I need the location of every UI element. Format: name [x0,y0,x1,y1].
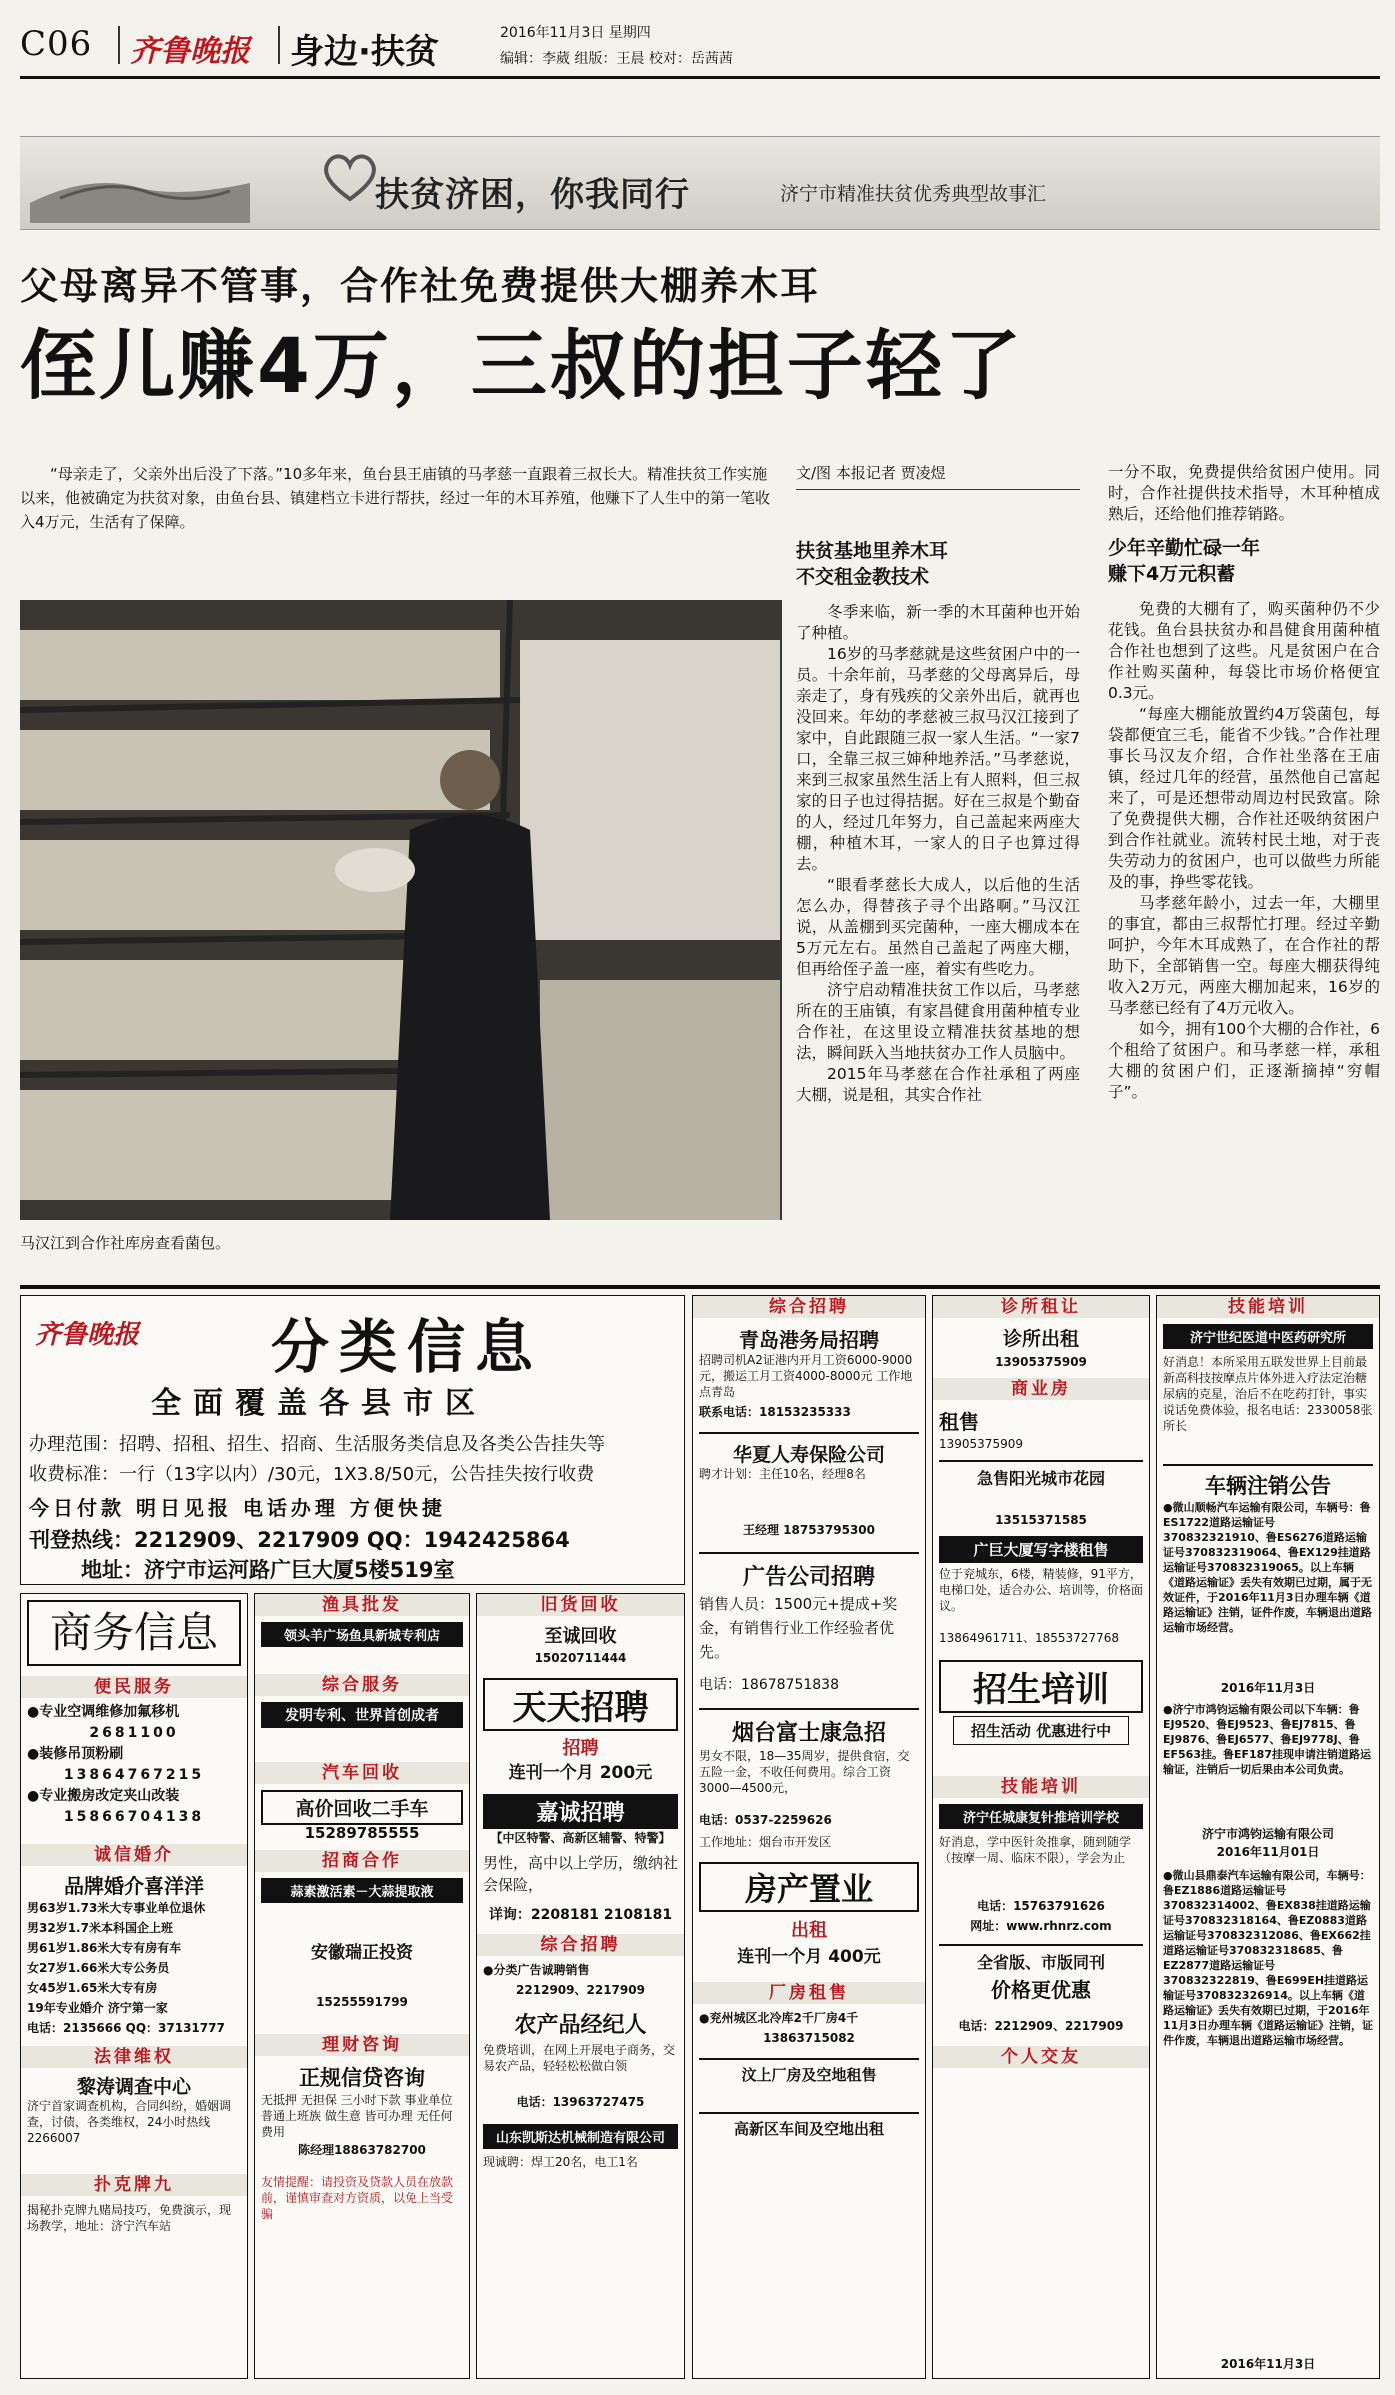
jiacheng-sub: 【中区特警、高新区辅警、特警】 [490,1831,671,1845]
recycle-phone: 15020711444 [534,1651,627,1665]
patent-title: 发明专利、世界首创成者 [261,1702,463,1728]
enrollment-promo: 招生活动 优惠进行中 [953,1716,1129,1745]
clinic-title: 诊所出租 [1002,1328,1079,1350]
loan-text: 无抵押 无担保 三小时下款 事业单位 普通上班族 做生意 皆可办理 无任何费用 [261,2093,453,2139]
masthead-rule [20,76,1380,79]
campaign-banner [20,136,1380,230]
shandong-title: 山东凯斯达机械制造有限公司 [483,2124,678,2149]
editors-line: 编辑：李葳 组版：王晨 校对：岳茜茜 [500,51,733,67]
subhead-1-line1: 扶贫基地里养木耳 [796,540,949,562]
banner-subtitle: 济宁市精准扶贫优秀典型故事汇 [780,183,1047,205]
vehicle-cancel-title: 车辆注销公告 [1163,1464,1373,1500]
article-kicker: 父母离异不管事，合作社免费提供大棚养木耳 [20,264,821,308]
banner-slogan: 扶贫济困，你我同行 [375,175,690,215]
ad-company-phone: 电话：18678751838 [699,1677,839,1693]
subhead-2-line1: 少年辛勤忙碌一年 [1108,537,1261,559]
category-jineng-2: 技能培训 [1157,1296,1379,1318]
jobs-price: 连刊一个月 200元 [508,1763,653,1783]
category-falv: 法律维权 [21,2046,247,2068]
category-zhensuo: 诊所租让 [933,1296,1149,1318]
vehicle-cancel-date-3: 2016年11月3日 [1220,2357,1316,2371]
agri-broker-phone: 电话：13963727475 [516,2095,645,2109]
investment-phone: 15255591799 [316,1995,408,2009]
price-promo: 价格更优惠 [991,1978,1091,2002]
issue-date: 2016年11月3日 星期四 [500,25,651,41]
matchmaking-phone: 电话：2135666 QQ：37131777 [27,2021,225,2035]
reminder-text: 友情提醒：请投资及贷款人员在放款前，谨慎审查对方资质，以免上当受骗 [261,2175,454,2221]
paper-logo: 齐鲁晚报 [130,34,250,69]
rehab-school-phone: 电话：15763791626 [977,1899,1105,1913]
matchmaking-title: 品牌婚介喜洋洋 [64,1874,204,1898]
factory-line: ●兖州城区北冷库2千厂房4千 [699,2011,859,2025]
category-jiuhuo: 旧货回收 [477,1594,684,1616]
investment-title: 安徽瑞正投资 [311,1943,413,1963]
investigation-title: 黎涛调查中心 [76,2076,191,2098]
heart-icon [320,147,380,207]
paragraph: 如今，拥有100个大棚的合作社，6个租给了贫困户。和马孝慈一样，承租大棚的贫困户们，正逐渐摘掉“穷帽子”。 [1108,1020,1380,1101]
price-promo-phone: 电话：2212909、2217909 [958,2019,1124,2033]
category-shangye: 商业房 [933,1378,1149,1400]
column-f [1156,1295,1380,2379]
recruit-phone: 2212909、2217909 [516,1983,645,1997]
vehicle-cancel-text-3: ●微山县鼎泰汽车运输有限公司，车辆号：鲁EZ1886道路运输证号370832314002、鲁EX838挂道路运输证号370832318164、鲁EZ0883道路运输证号370832312086、鲁EX662挂道路运输证号370832318685、鲁EZ2877道路运输证号370832322819、鲁E699EH挂道路运输证号370832326914。以上车辆《道路运输证》丢失有效期已过期，于2016年11月3日办理车辆《道路运输证》注销，证件作废，车辆退出道路运输市场经营。 [1163,1869,1373,2047]
qingdao-phone: 联系电话：18153235333 [699,1405,851,1419]
huaxia-phone: 王经理 18753795300 [742,1523,876,1537]
matchmaking-line: 19年专业婚介 济宁第一家 [27,2001,168,2015]
vehicle-cancel-text-2: ●济宁市鸿钧运输有限公司以下车辆：鲁EJ9520、鲁EJ9523、鲁EJ7815、鲁EJ9876、鲁EJ6577、鲁EJ9778J、鲁EF563挂。鲁EF187挂现申请注销道路运输证，注销后一切后果由本公司负责。 [1163,1703,1371,1776]
vehicle-cancel-date-1: 2016年11月3日 [1220,1681,1316,1695]
paragraph: 免费的大棚有了，购买菌种仍不少花钱。鱼台县扶贫办和昌健食用菌种植合作社也想到了这些。凡是贫困户在合作社购买菌种，每袋比市场价格便宜0.3元。 [1108,600,1380,702]
vehicle-cancel-text-1: ●微山顺畅汽车运输有限公司，车辆号：鲁ES1722道路运输证号370832321910、鲁ES6276道路运输证号370832319064、鲁EX129挂道路运输证号370832319065。以上车辆《道路运输证》丢失有效期已过期，属于无效证件，于2016年11月3日办理车辆《道路运输证》注销，证件作废，车辆退出道路运输市场经营。 [1163,1501,1372,1634]
rent-label: 出租 [791,1920,827,1941]
foxconn-address: 工作地址：烟台市开发区 [699,1835,832,1849]
matchmaking-line: 男63岁1.73米大专事业单位退休 [27,1901,206,1915]
matchmaking-line: 男32岁1.7米本科国企上班 [27,1921,173,1935]
sunshine-title: 急售阳光城市花园 [939,1460,1143,1489]
paragraph: “每座大棚能放置约4万袋菌包，每袋都便宜三毛，能省不少钱。”合作社理事长马汉友介绍，合作社坐落在王庙镇，经过几年的经营，虽然他自己富起来了，可是还想带动周边村民致富。除了免费提供大棚，合作社还吸纳贫困户到合作社就业。流转村民土地，对于丧失劳动力的贫困户，也可以做些力所能及的事，挣些零花钱。 [1108,705,1380,891]
wenshang-title: 汶上厂房及空地租售 [699,2058,919,2085]
huaxia-title: 华夏人寿保险公司 [699,1432,919,1467]
shandong-text: 现诚聘：焊工20名，电工1名 [483,2155,638,2169]
jiacheng-title: 嘉诚招聘 [483,1794,678,1829]
investigation-text: 济宁首家调查机构，合同纠纷，婚姻调查，讨债，各类维权，24小时热线 2266007 [27,2099,232,2145]
column-c [476,1593,685,2379]
jiacheng-text: 男性，高中以上学历，缴纳社会保险， [483,1854,679,1894]
vehicle-cancel-company: 济宁市鸿钧运输有限公司 [1201,1827,1334,1841]
rehab-school-title: 济宁任城康复针推培训学校 [939,1804,1143,1829]
paragraph: “眼看孝慈长大成人，以后他的生活怎么办，得替孩子寻个出路啊。”马汉江说，从盖棚到买完菌种，一座大棚成本在5万元左右。虽然自己盖起了两座大棚，但再给侄子盖一座，着实有些吃力。 [796,876,1080,978]
combined-edition: 全省版、市版同刊 [939,1944,1143,1973]
foxconn-phone: 电话：0537-2259626 [699,1813,832,1827]
category-geren: 个人交友 [933,2046,1149,2068]
rehab-school-text: 好消息，学中医针灸推拿，随到随学（按摩一周、临床不限），学会为止 [939,1835,1132,1865]
article-lead: “母亲走了，父亲外出后没了下落。”10多年来，鱼台县王庙镇的马孝慈一直跟着三叔长大。精准扶贫工作实施以来，他被确定为扶贫对象，由鱼台县、镇建档立卡进行帮扶，经过一年的木耳养殖，他赚下了人生中的第一笔收入4万元，生活有了保障。 [20,465,771,531]
loan-phone: 陈经理18863782700 [298,2143,426,2157]
subhead-1 [796,538,1080,590]
category-zonghe-zhaopin-2: 综合招聘 [693,1296,925,1318]
sunshine-phone: 13515371585 [995,1513,1087,1527]
recycle-title: 至诚回收 [544,1626,617,1647]
lease-title: 租售 [939,1410,979,1434]
category-yuju: 渔具批发 [255,1594,469,1616]
masthead-divider [118,26,120,64]
guangju-phone: 13864961711、18553727768 [939,1631,1119,1645]
paragraph: 冬季来临，新一季的木耳菌种也开始了种植。 [796,603,1080,642]
category-changfang: 厂房租售 [693,1982,925,2004]
tcm-title: 济宁世纪医道中医药研究所 [1163,1324,1373,1349]
huaxia-text: 聘才计划：主任10名，经理8名 [699,1467,866,1481]
poker-text: 揭秘扑克牌九赌局技巧，免费演示，现场教学，地址：济宁汽车站 [27,2203,232,2233]
loan-title: 正规信贷咨询 [299,2066,425,2090]
subhead-1-line2: 不交租金教技术 [796,566,930,588]
jobs-label: 招聘 [562,1738,599,1759]
handshake-icon [30,143,250,223]
matchmaking-line: 女45岁1.65米大专有房 [27,1981,158,1995]
column-e [932,1295,1150,2379]
guangju-text: 位于兖城东，6楼，精装修，91平方，电梯口处，适合办公、培训等，价格面议。 [939,1567,1144,1613]
subhead-2-line2: 赚下4万元积蓄 [1108,563,1236,585]
page-code: C06 [20,24,93,64]
masthead [20,14,1380,74]
bianmin-list [27,1702,241,1828]
rehab-school-website[interactable]: 网址：www.rhnrz.com [970,1919,1112,1933]
bianmin-line: ●专业空调维修加氟移机 [27,1704,180,1720]
agri-broker-title: 农产品经纪人 [514,2013,647,2038]
factory-phone: 13863715082 [763,2031,855,2045]
category-licai: 理财咨询 [255,2034,469,2056]
ad-company-title: 广告公司招聘 [699,1552,919,1591]
category-bianmin: 便民服务 [21,1676,247,1698]
classifieds-coverage: 全面覆盖各县市区 [151,1386,487,1421]
matchmaking-line: 女27岁1.66米大专公务员 [27,1961,170,1975]
fishing-gear-title: 领头羊广场鱼具新城专利店 [261,1622,463,1647]
guangju-title: 广巨大厦写字楼租售 [939,1536,1143,1563]
real-estate-title: 房产置业 [699,1862,919,1912]
article-photo [20,600,782,1220]
daily-jobs-title: 天天招聘 [483,1678,678,1731]
category-zhaoshang: 招商合作 [255,1850,469,1872]
vehicle-cancel-date-2: 2016年11月01日 [1216,1845,1320,1859]
lease-phone: 13905375909 [939,1437,1023,1451]
photo-caption: 马汉江到合作社库房查看菌包。 [20,1234,231,1252]
classifieds-hotline: 刊登热线：2212909、2217909 QQ：1942425864 [29,1528,570,1552]
rent-price: 连刊一个月 400元 [737,1947,881,1967]
section-title: 身边·扶贫 [290,32,439,72]
bianmin-line: 15866704138 [63,1809,205,1825]
classifieds-scope: 办理范围：招聘、招租、招生、招商、生活服务类信息及各类公告挂失等 [29,1434,605,1455]
gaoxin-title: 高新区车间及空地出租 [699,2112,919,2139]
bianmin-line: 2681100 [89,1725,179,1741]
foxconn-text: 男女不限，18—35周岁，提供食宿，交五险一金，不收任何费用。综合工资3000—4500元， [699,1749,910,1795]
article-headline: 侄儿赚4万，三叔的担子轻了 [20,321,1024,410]
subhead-2 [1108,535,1380,587]
agri-broker-text: 免费培训，在网上开展电子商务，交易农产品，轻轻松松做白领 [483,2043,676,2073]
enrollment-title: 招生培训 [939,1660,1143,1713]
paragraph: 一分不取，免费提供给贫困户使用。同时，合作社提供技术指导，木耳种植成熟后，还给他们推荐销路。 [1108,463,1380,523]
paragraph: 马孝慈年龄小，过去一年，大棚里的事宜，都由三叔帮忙打理。经过辛勤呵护，今年木耳成熟了，在合作社的帮助下，全部销售一空。每座大棚获得纯收入2万元，两座大棚加起来，16岁的马孝慈已经有了4万元收入。 [1108,894,1380,1017]
article-column-3 [1108,462,1380,1103]
tcm-text: 好消息！本所采用五联发世界上目前最新高科技按摩点片体外进入疗法定治糖尿病的克星，治后不在吃药打针，事实说话免费体验，报名电话：2330058张所长 [1163,1355,1373,1433]
recruit-line: ●分类广告诚聘销售 [483,1963,590,1977]
car-recycle-phone: 15289785555 [304,1824,420,1842]
article-column-2 [796,528,1080,1106]
category-zonghe-zhaopin: 综合招聘 [477,1934,684,1956]
bianmin-line: 13864767215 [63,1767,205,1783]
classifieds-address: 地址：济宁市运河路广巨大厦5楼519室 [81,1558,455,1582]
classifieds-title: 分类信息 [271,1313,544,1381]
foxconn-title: 烟台富士康急招 [699,1708,919,1747]
category-pupai: 扑克牌九 [21,2174,247,2196]
category-qiche: 汽车回收 [255,1762,469,1784]
matchmaking-line: 男61岁1.86米大专有房有车 [27,1941,182,1955]
masthead-divider [278,26,280,64]
classifieds-brand: 齐鲁晚报 [35,1320,140,1350]
mushroom-shelves-image [20,600,782,1220]
jiacheng-phone: 详询：2208181 2108181 [488,1907,673,1923]
bianmin-line: ●专业搬房改定夹山改装 [27,1788,180,1804]
column-d [692,1295,926,2379]
ad-company-text: 销售人员：1500元+提成+奖金，有销售行业工作经验者优先。 [699,1595,898,1661]
column-b [254,1593,470,2379]
matchmaking-list [27,1898,241,2038]
category-chengxin: 诚信婚介 [21,1844,247,1866]
classifieds-slogan: 今日付款 明日见报 电话办理 方便快捷 [29,1496,446,1520]
garlic-title: 蒜素激活素－大蒜提取液 [261,1878,463,1903]
paragraph: 济宁启动精准扶贫工作以后，马孝慈所在的王庙镇，有家昌健食用菌种植专业合作社，在这里设立精准扶贫基地的想法，瞬间跃入当地扶贫办工作人员脑中。 [796,981,1080,1062]
category-jineng: 技能培训 [933,1776,1149,1798]
classifieds-header [20,1295,685,1585]
business-column [20,1593,248,2379]
paragraph: 16岁的马孝慈就是这些贫困户中的一员。十余年前，马孝慈的父母离异后，母亲走了，身有残疾的父亲外出后，就再也没回来。年幼的孝慈被三叔马汉江接到了家中，自此跟随三叔一家人生活。“一家7口，全靠三叔三婶种地养活。”马孝慈说，来到三叔家虽然生活上有人照料，但三叔家的日子也过得拮据。好在三叔是个勤奋的人，经过几年努力，自己盖起来两座大棚，种植木耳，一家人的日子也算过得去。 [796,645,1080,873]
car-recycle-title: 高价回收二手车 [261,1790,463,1825]
byline: 文/图 本报记者 贾凌煜 [796,462,1080,490]
paragraph: 2015年马孝慈在合作社承租了两座大棚，说是租，其实合作社 [796,1065,1080,1104]
qingdao-text: 招聘司机A2证港内开月工资6000-9000元，搬运工月工资4000-8000元 工作地点青岛 [699,1353,913,1399]
qingdao-title: 青岛港务局招聘 [739,1328,879,1352]
clinic-phone: 13905375909 [995,1355,1087,1369]
business-info-title: 商务信息 [27,1600,241,1666]
category-zonghe: 综合服务 [255,1674,469,1696]
bianmin-line: ●装修吊顶粉刷 [27,1746,124,1762]
classifieds-section [20,1285,1380,2384]
classifieds-pricing: 收费标准：一行（13字以内）/30元，1X3.8/50元，公告挂失按行收费 [29,1464,595,1485]
